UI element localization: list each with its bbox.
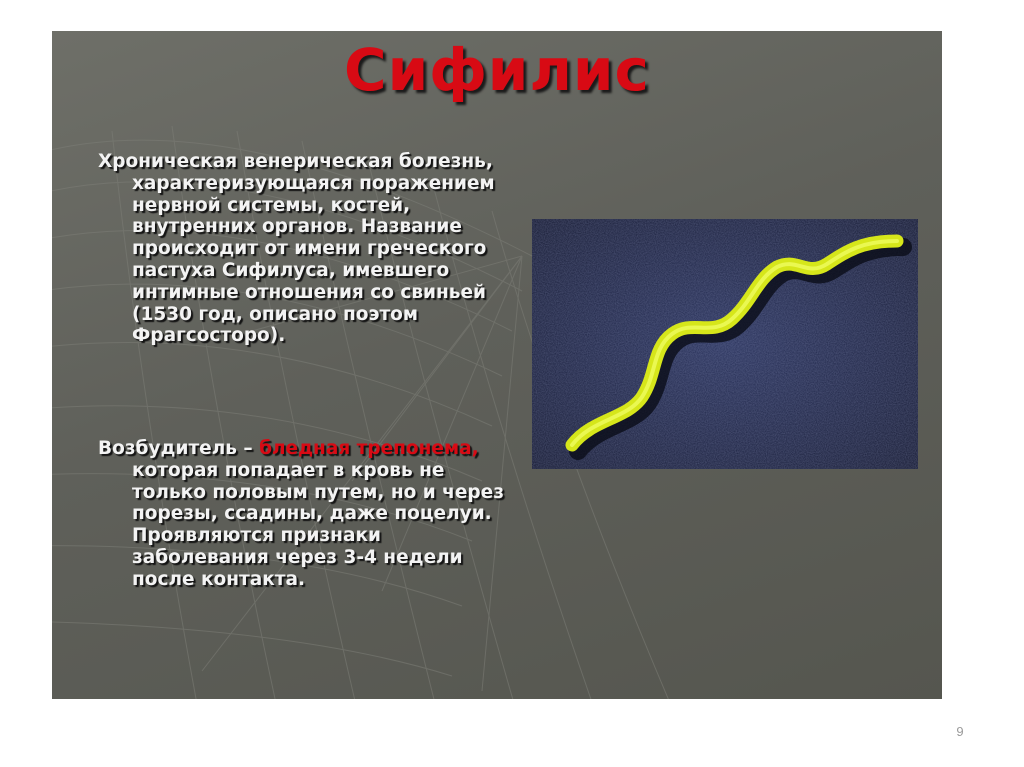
page-number: 9 (956, 724, 964, 739)
slide-title: Сифилис (344, 36, 650, 104)
slide (52, 31, 942, 699)
pathogen-description: которая попадает в кровь не только половым путем, но и через порезы, ссадины, даже поцелуи. Проявляются признаки заболевания через 3-4 недели после контакта. (132, 459, 504, 590)
description-text: Хроническая венерическая болезнь, характеризующаяся поражением нервной системы, костей, внутренних органов. Название происходит от имени греческого пастуха Сифилуса, имевшего интимные отношения со свиньей (1530 год, описано поэтом Фрагсосторо). (98, 151, 495, 347)
pathogen-text (98, 438, 508, 591)
pathogen-name-highlight: бледная трепонема, (259, 438, 479, 459)
spirochete-image (532, 219, 918, 469)
description-paragraph (98, 151, 508, 347)
pathogen-paragraph (98, 438, 508, 591)
pathogen-lead: Возбудитель – (98, 438, 260, 459)
